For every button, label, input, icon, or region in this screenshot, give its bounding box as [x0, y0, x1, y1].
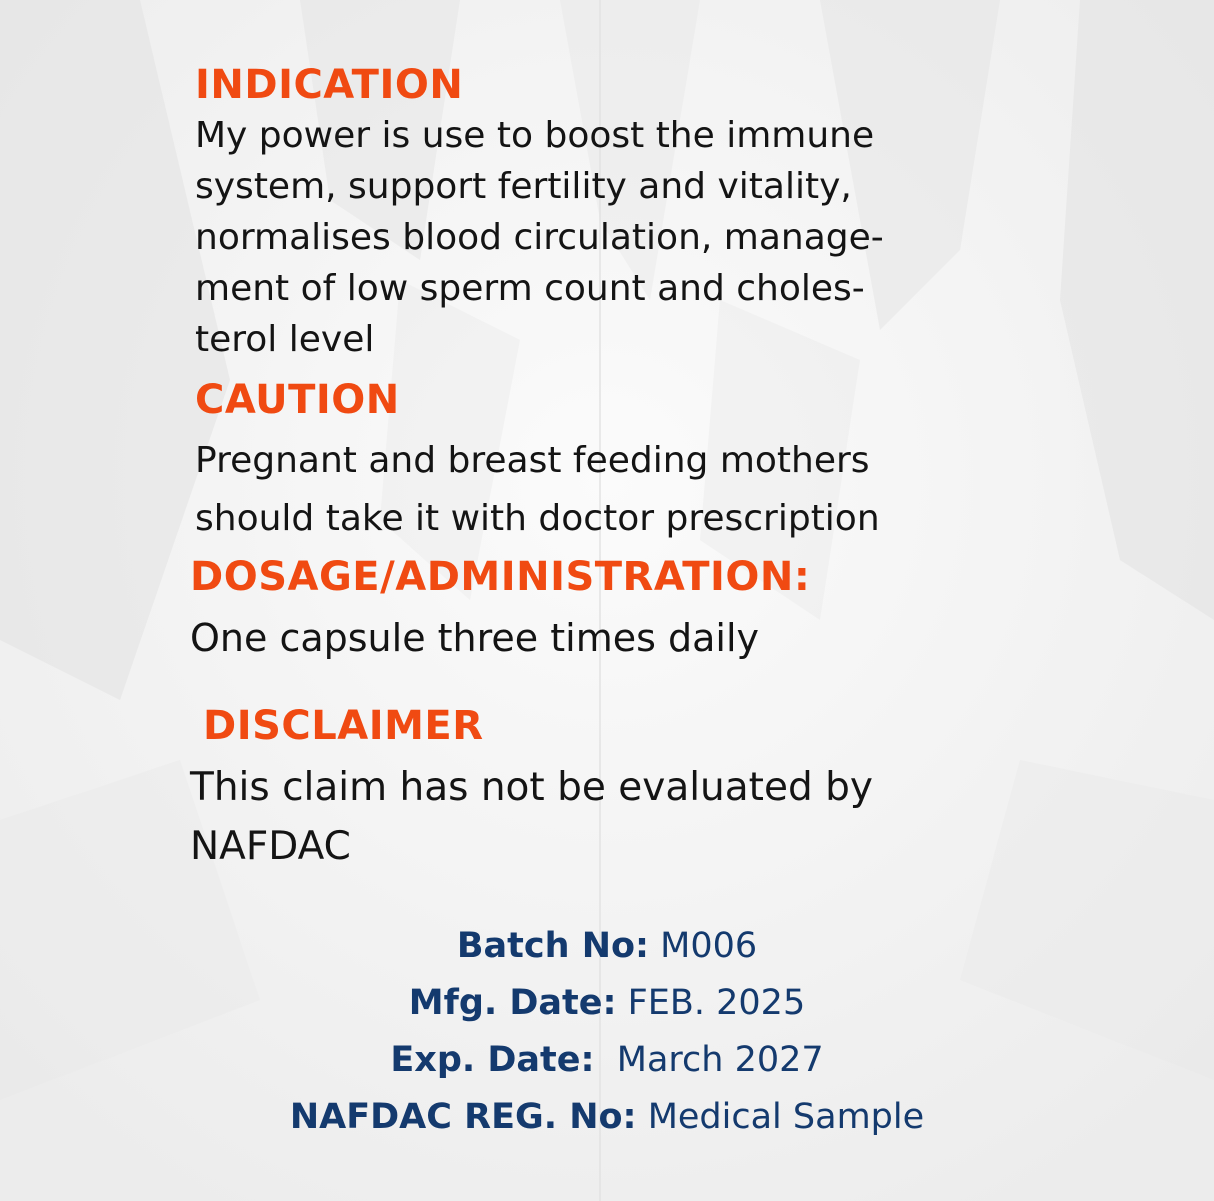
indication-line: ment of low sperm count and choles-	[195, 268, 865, 309]
nafdac-reg-row	[0, 1089, 1214, 1146]
mfg-date-value: FEB. 2025	[627, 983, 806, 1023]
exp-date-label: Exp. Date:	[390, 1040, 595, 1080]
caution-text	[195, 432, 880, 548]
batch-value: M006	[660, 926, 758, 966]
indication-line: My power is use to boost the immune	[195, 115, 875, 156]
disclaimer-line: This claim has not be evaluated by	[190, 765, 873, 810]
caution-line: should take it with doctor prescription	[195, 498, 880, 539]
disclaimer-line: NAFDAC	[190, 824, 351, 869]
nafdac-reg-label: NAFDAC REG. No:	[289, 1097, 637, 1137]
product-info-block	[0, 918, 1214, 1146]
disclaimer-text	[190, 758, 873, 876]
dosage-heading: DOSAGE/ADMINISTRATION:	[190, 554, 811, 600]
indication-line: system, support fertility and vitality,	[195, 166, 852, 207]
dosage-text: One capsule three times daily	[190, 616, 759, 660]
caution-line: Pregnant and breast feeding mothers	[195, 440, 870, 481]
indication-line: normalises blood circulation, manage-	[195, 217, 884, 258]
nafdac-reg-value: Medical Sample	[647, 1097, 925, 1137]
disclaimer-heading: DISCLAIMER	[203, 703, 484, 749]
mfg-date-row	[0, 975, 1214, 1032]
mfg-date-label: Mfg. Date:	[408, 983, 617, 1023]
indication-text	[195, 110, 884, 365]
batch-row	[0, 918, 1214, 975]
exp-date-row	[0, 1032, 1214, 1089]
batch-label: Batch No:	[456, 926, 650, 966]
exp-date-value: March 2027	[616, 1040, 824, 1080]
indication-heading: INDICATION	[195, 62, 464, 108]
indication-line: terol level	[195, 319, 375, 360]
caution-heading: CAUTION	[195, 377, 400, 423]
